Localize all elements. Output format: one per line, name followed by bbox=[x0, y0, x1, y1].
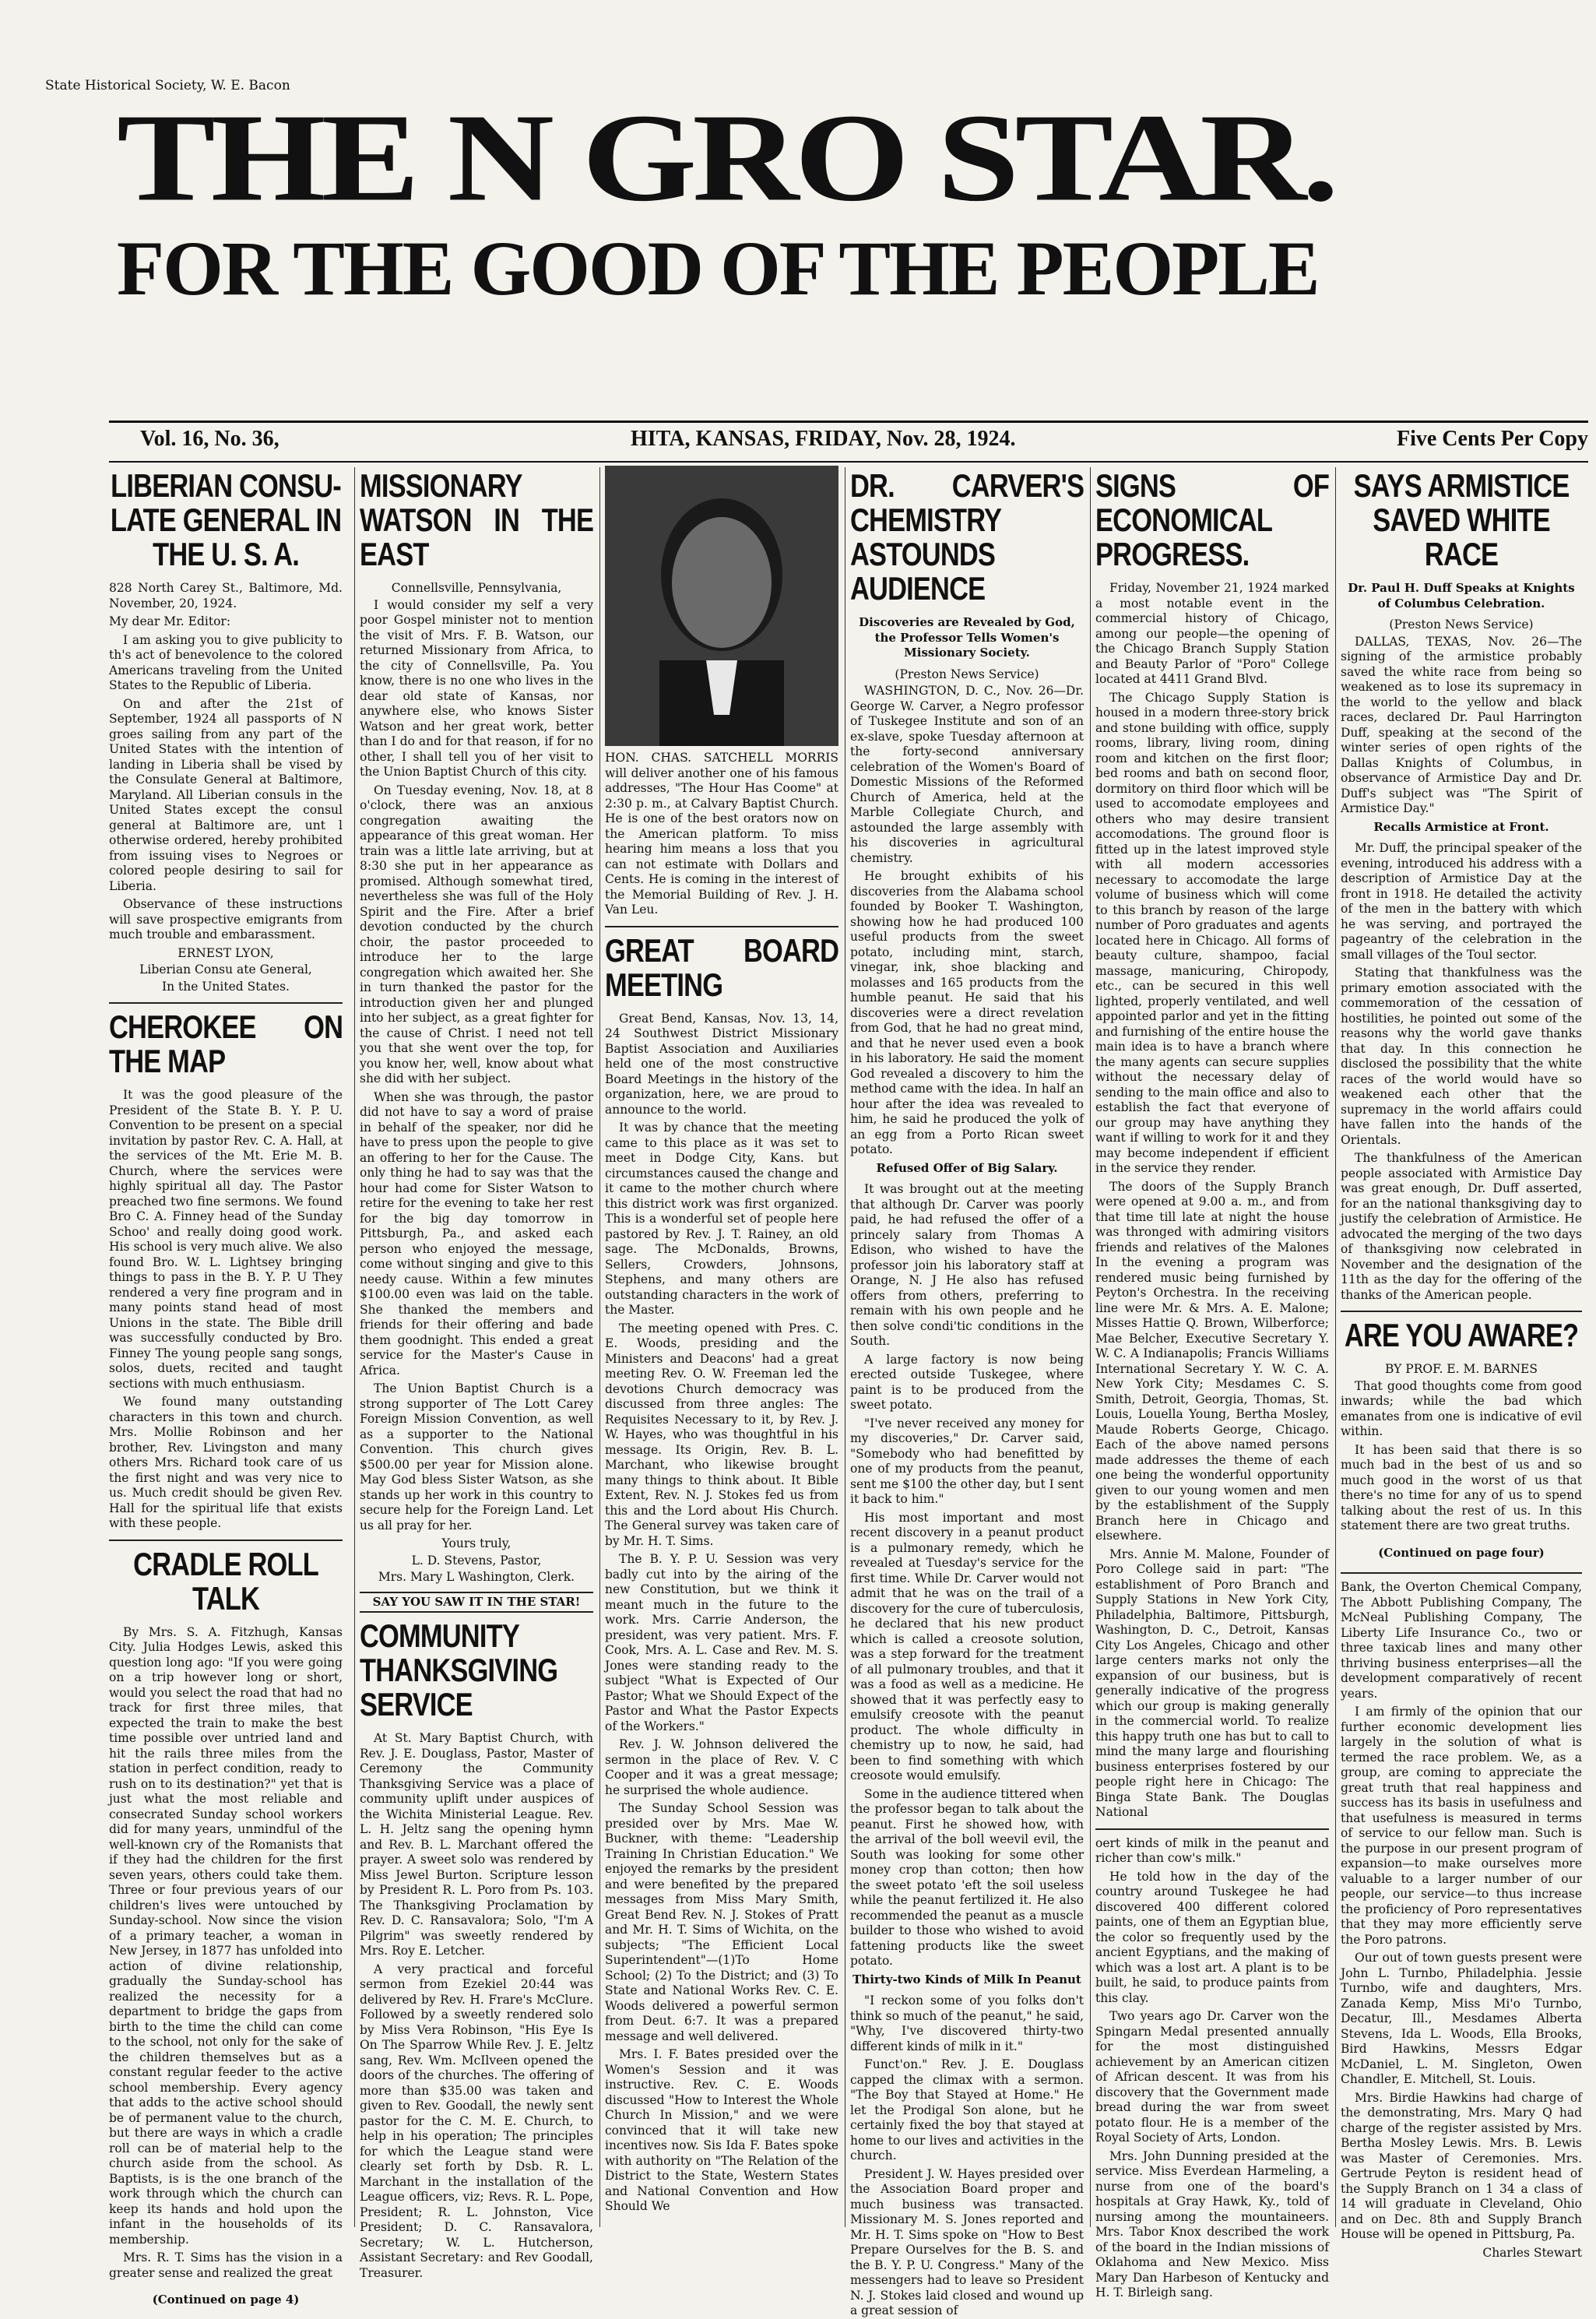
column-5 bbox=[1095, 466, 1330, 2300]
divider bbox=[109, 1540, 343, 1541]
volume-number: Vol. 16, No. 36, bbox=[140, 427, 279, 451]
column-rule bbox=[1090, 467, 1091, 2227]
signature: Charles Stewart bbox=[1482, 2245, 1582, 2260]
headline-aware: ARE YOU AWARE? bbox=[1344, 1317, 1579, 1353]
column-4 bbox=[850, 466, 1085, 2317]
headline-cradle-roll: CRADLE ROLL TALK bbox=[133, 1545, 318, 1617]
column-rule bbox=[599, 467, 600, 2227]
paragraph: Rev. J. W. Johnson delivered the sermon in the place of Rev. V. C Cooper and it was a great message; he surprised the whole audience. bbox=[605, 1737, 838, 1797]
paragraph: He brought exhibits of his discoveries from the Alabama school founded by Booker T. Washington, showing how he had produced 100 useful products from the sweet potato, including mint, starch, vinegar, ink, shoe blacking and molasses and 165 products from the humble peanut. He said that his discoveries were a direct revelation from God, that he had no great mind, and that he never used even a book in his laboratory. He said the moment God revealed a discovery to him the method came with the idea. In half an hour after the idea was revealed to him, he said he produced the yolk of an egg from a Porto Rican sweet potato. bbox=[850, 869, 1084, 1156]
paragraph: Mrs. Birdie Hawkins had charge of the demonstrating, Mrs. Mary Q had charge of the register assisted by Mrs. Bertha Mosley Lewis. Mrs. B. Lewis was Master of Ceremonies. Mrs. Gertrude Peyton is resident head of the Supply Branch on 1 34 a class of 14 will graduate in Cleveland, Ohio and on Dec. 8th and Supply Branch House will be opened in Pittsburg, Pa. bbox=[1341, 2090, 1582, 2241]
archive-credit: State Historical Society, W. E. Bacon bbox=[45, 78, 290, 93]
paragraph: The meeting opened with Pres. C. E. Woods, presiding and the Ministers and Deacons' had a great meeting Rev. O. W. Freeman led the devotions Church democracy was discussed from three angles: The Requisites Necessary to it, by Rev. J. W. Hayes, who was thoughtful in his message. Its Origin, Rev. B. L. Marchant, who likewise brought many things to think about. It Bible Extent, Rev. N. J. Stokes fed us from this and the Lord about His Church. The General survey was taken care of by Mr. H. T. Sims. bbox=[605, 1321, 838, 1548]
headline-board-meeting: GREAT BOARD MEETING bbox=[605, 931, 839, 1003]
paragraph: Stating that thankfulness was the primary emotion associated with the commemoration of the cessation of hostilities, he pointed out some of the reasons why the world gave thanks that day. In this connection he disclosed the possibility that the white races of the world would have so weakened each other that the supremacy in the world affairs could have fallen into the hands of the Orientals. bbox=[1341, 966, 1582, 1147]
paragraph: (Preston News Service) bbox=[1389, 618, 1534, 632]
headline-liberian: LIBERIAN CONSU-LATE GENERAL IN THE U. S. A. bbox=[110, 467, 342, 572]
paragraph: Friday, November 21, 1924 marked a most notable event in the commercial history of Chicago, among our people—the opening of the Chicago Branch Supply Station and Beauty Parlor of "Poro" College located at 4411 Grand Blvd. bbox=[1095, 581, 1329, 686]
paragraph: Mrs. R. T. Sims has the vision in a greater sense and realized the great bbox=[109, 2250, 343, 2280]
paragraph: I am asking you to give publicity to th's act of benevolence to the colored Americans traveling from the United States to the Republic of Liberia. bbox=[109, 632, 343, 692]
divider bbox=[605, 926, 838, 927]
paragraph: Mrs. John Dunning presided at the service. Miss Everdean Harmeling, a nurse from one of the board's hospitals at Gray Hawk, Ky., told of nursing among the mountaineers. Mrs. Tabor Knox described the work of the board in the Indian missions of Oklahoma and New Mexico. Miss Mary Dan Harbeson of Kentucky and H. T. Birleigh sang. bbox=[1095, 2148, 1329, 2300]
paragraph: 828 North Carey St., Baltimore, Md. November, 20, 1924. bbox=[109, 581, 343, 611]
paragraph: The doors of the Supply Branch were opened at 9.00 a. m., and from that time till late at night the house was thronged with admiring visitors friends and relatives of the Malones In the evening a program was rendered music being furnished by Peyton's Orchestra. In the receiving line were Mr. & Mrs. A. E. Malone; Misses Hattie Q. Brown, Wilberforce; Mae Belcher, Executive Secretary Y. W. C. A Indianapolis; Francis Williams International Secretary Y. W. C. A. New York City; Mesdames C. S. Smith, Detroit, Georgia, Thomas, St. Louis, Louella Young, Bertha Mosley, Maude Roberts George, Chicago. Each of the above named persons made addresses the theme of each one being the wonderful opportunity given to our young women and men by the establishment of the Supply Branch here in Chicago and elsewhere. bbox=[1095, 1179, 1329, 1543]
subheadline: Refused Offer of Big Salary. bbox=[876, 1160, 1058, 1175]
paragraph: President J. W. Hayes presided over the Association Board proper and much business was transacted. Missionary M. S. Jones reported and Mr. H. T. Sims spoke on "How to Best Prepare Ourselves for the B. S. and the B. Y. P. U. Congress." Many of the messengers had to leave so President N. J. Stokes laid closed and wound up a great session of bbox=[850, 2166, 1084, 2317]
signature: ERNEST LYON, bbox=[178, 945, 274, 960]
paragraph: "I've never received any money for my discoveries," Dr. Carver said, "Somebody who had benefitted by one of my products from the peanut, sent me $100 the other day, but I sent it back to him." bbox=[850, 1416, 1084, 1506]
paragraph: Mrs. I. F. Bates presided over the Women's Session and it was instructive. Rev. C. E. Woods discussed "How to Interest the Whole Church In Mission," and we were convinced that it will take new incentives now. Sis Ida F. Bates spoke with authority on "The Relation of the District to the State, Western States and National Convention and How Should We bbox=[605, 2047, 838, 2213]
byline: BY PROF. E. M. BARNES bbox=[1385, 1362, 1538, 1376]
paragraph: I would consider my self a very poor Gospel minister not to mention the visit of Mrs. F. B. Watson, our returned Missionary from Africa, to the city of Connellsville, Pa. You know, there is no one who lives in the dear old state of Kansas, nor anywhere else, who knows Sister Watson and her great work, better than I do and for that reason, if for no other, I shall tell you of her visit to the Union Baptist Church of this city. bbox=[360, 597, 593, 779]
price: Five Cents Per Copy bbox=[1397, 427, 1588, 451]
paragraph: "I reckon some of you folks don't think so much of the peanut," he said, "Why, I've discovered thirty-two different kinds of milk in it." bbox=[850, 1993, 1084, 2053]
paragraph: The thankfulness of the American people associated with Armistice Day was great enough, Dr. Duff asserted, for an the national thanksgiving day to justify the celebration of Armistice. He advocated the merging of the two days of thanksgiving now celebrated in November and the designation of the 11th as the day for the offering of the thanks of the American people. bbox=[1341, 1151, 1582, 1302]
headline-cherokee: CHEROKEE ON THE MAP bbox=[109, 1008, 343, 1079]
paragraph: Bank, the Overton Chemical Company, The Abbott Publishing Company, The McNeal Publishing Company, The Liberty Life Insurance Co., two or three taxicab lines and many other thriving business enterprises—all the development comparatively of recent years. bbox=[1341, 1580, 1582, 1701]
divider bbox=[109, 1002, 343, 1004]
signature: In the United States. bbox=[162, 979, 290, 994]
divider bbox=[1341, 1311, 1582, 1312]
portrait-image bbox=[605, 466, 838, 746]
masthead-rule bbox=[109, 421, 1588, 423]
signature: L. D. Stevens, Pastor, bbox=[411, 1553, 542, 1568]
column-rule bbox=[1335, 467, 1336, 2227]
paragraph: Connellsville, Pennsylvania, bbox=[391, 581, 562, 595]
continued-note: (Continued on page 4) bbox=[152, 2293, 300, 2307]
headline-signs: SIGNS OF ECONOMICAL PROGRESS. bbox=[1095, 467, 1330, 572]
subheadline: Discoveries are Revealed by God, the Professor Tells Women's Missionary Society. bbox=[859, 615, 1075, 660]
column-2 bbox=[360, 466, 594, 2280]
paragraph: It was brought out at the meeting that although Dr. Carver was poorly paid, he had refused the offer of a princely salary from Thomas A Edison, who wished to have the professor join his laboratory staff at Orange, N. J He also has refused offers from others, preferring to remain with his own people and he then solve condi'tic conditions in the South. bbox=[850, 1182, 1084, 1348]
column-rule bbox=[354, 467, 355, 2227]
paragraph: The Sunday School Session was presided over by Mrs. Mae W. Buckner, with theme: "Leadership Training In Christian Education." We enjoyed the remarks by the president and were benefited by the prepared messages from Miss Mary Smith, Great Bend Rev. N. J. Stokes of Pratt and Mr. H. T. Sims of Wichita, on the subjects; "The Efficient Local Superintendent"—(1)To Home School; (2) To the District; and (3) To State and National Works Rev. C. E. Woods delivered a powerful sermon from Deut. 6:7. It was a prepared message and well delivered. bbox=[605, 1801, 838, 2043]
subheadline: Thirty-two Kinds of Milk In Peanut bbox=[852, 1972, 1081, 1986]
headline-carver: DR. CARVER'S CHEMISTRY ASTOUNDS AUDIENCE bbox=[850, 467, 1085, 607]
paragraph: A very practical and forceful sermon from Ezekiel 20:44 was delivered by Rev. H. Frare's McClure. Followed by a sweetly rendered solo by Miss Vera Robinson, "His Eye Is On The Sparrow While Rev. J. E. Jeltz sang, Rev. Wm. McIlveen opened the doors of the churches. The offering of more than $35.00 was taken and given to Rev. Goodall, the newly sent pastor for the C. M. E. Church, to help in his operation; The principles for which the League stand were clearly set forth by Dsb. R. L. Marchant in the installation of the League officers, viz; Revs. R. L. Pope, President; R. L. Johnston, Vice President; D. C. Ransavalora, Secretary; W. L. Hutcherson, Assistant Secretary: and Rev Goodall, Treasurer. bbox=[360, 1962, 593, 2280]
masthead-subtitle: FOR THE GOOD OF THE PEOPLE bbox=[117, 225, 1319, 311]
divider bbox=[1341, 1572, 1582, 1574]
place-date: HITA, KANSAS, FRIDAY, Nov. 28, 1924. bbox=[631, 427, 1016, 451]
column-6 bbox=[1341, 466, 1582, 2260]
subheadline: Dr. Paul H. Duff Speaks at Knights of Columbus Celebration. bbox=[1348, 581, 1575, 611]
paragraph: His most important and most recent discovery in a peanut product is a pulmonary remedy, which he revealed at Tuesday's service for the first time. While Dr. Carver would not admit that he was on the trail of a discovery for the cure of tuberculosis, he declared that his new product which is called a creosote solution, was a step forward for the treatment of all pulmonary troubles, and that it was a food as well as a medicine. He showed that it was perfectly easy to emulsify creosote with the peanut product. The whole difficulty in chemistry up to now, he said, had been to find something with which creosote would emulsify. bbox=[850, 1510, 1084, 1782]
say-you-saw-banner: SAY YOU SAW IT IN THE STAR! bbox=[360, 1592, 593, 1613]
photo-caption: HON. CHAS. SATCHELL MORRIS will deliver another one of his famous addresses, "The Hour Has Coome" at 2:30 p. m., at Calvary Baptist Church. He is one of the best orators now on the American platform. To miss hearing him means a loss that you can not estimate with Dollars and Cents. He is coming in the interest of the Memorial Building of Rev. J. H. Van Leu. bbox=[605, 751, 838, 917]
paragraph: I am firmly of the opinion that our further economic development lies largely in the solution of what is termed the race problem. We, as a group, are coming to appreciate the great truth that real happiness and success has its basis in usefulness and that usefulness is measured in terms of service to our fellow man. Such is the purpose in our present program of expansion—to make ourselves more valuable to a larger number of our people, our service—to thus increase the proficiency of Poro representatives that they may more efficiently serve the Poro patrons. bbox=[1341, 1705, 1582, 1947]
paragraph: Our out of town guests present were John L. Turnbo, Philadelphia. Jessie Turnbo, wife and daughters, Mrs. Zanada Kemp, Miss Mi'o Turnbo, Decatur, Ill., Mesdames Alberta Stevens, Ida L. Woods, Ella Brooks, Bird Hawkins, Messrs Edgar McDaniel, L. M. Singleton, Owen Chandler, E. Mitchell, St. Louis. bbox=[1341, 1951, 1582, 2086]
masthead-title: THE N GRO STAR. bbox=[117, 88, 1334, 228]
paragraph: By Mrs. S. A. Fitzhugh, Kansas City. Julia Hodges Lewis, asked this question long ago: "If you were going on a trip however long or short, would you select the road that had no track for first three miles, that expected the train to make the best time possible over untried land and hit the rails three miles from the station in perfect condition, ready to rush on to its destination?" yet that is just what the most reliable and consecrated Sunday school workers did for many years, unmindful of the well-known cry of the Romanists that if they had the children for the first seven years, others could take them. Three or four previous years of our children's lives were untouched by Sunday-school. Now since the vision of a primary teacher, a woman in New Jersey, in 1877 has unfolded into action of divine relationship, gradually the Sunday-school has realized the necessity for a department to bridge the gaps from birth to the time the child can come to the school, not only for the sake of the children themselves but as a constant regular feeder to the active school membership. Every agency that adds to the active school should be of permanent value to the church, but there are ways in which a cradle roll can be of material help to the church aside from the school. As Baptists, is is the one branch of the work through which the church can keep its hands and hold upon the infant in the households of its membership. bbox=[109, 1624, 343, 2247]
paragraph: The Union Baptist Church is a strong supporter of The Lott Carey Foreign Mission Convention, as well as a supporter to the National Convention. This church gives $500.00 per year for Mission alone. May God bless Sister Watson, as she stands up her work in this country to secure help for the Foreign Land. Let us all pray for her. bbox=[360, 1381, 593, 1533]
paragraph: DALLAS, TEXAS, Nov. 26—The signing of the armistice probably saved the white race from being so weakened as to lose its supremacy in the world to the yellow and black races, declared Dr. Paul Harrington Duff, speaking at the second of the winter series of open rights of the Dallas Knights of Columbus, in observance of Armistice Day and Dr. Duff's subject was "The Spirit of Armistice Day." bbox=[1341, 634, 1582, 815]
paragraph: Mrs. Annie M. Malone, Founder of Poro College said in part: "The establishment of Poro Branch and Supply Stations in New York City, Philadelphia, Baltimore, Pittsburgh, Washington, D. C., Detroit, Kansas City Los Angeles, Chicago and other large centers marks not only the expansion of our business, but is generally indicative of the progress which our group is making generally in the commercial world. To realize this happy truth one has but to call to mind the many large and flourishing business enterprises fostered by our people right here in Chicago: The Binga State Bank. The Douglas National bbox=[1095, 1547, 1329, 1819]
paragraph: It has been said that there is so much bad in the best of us and so much good in the worst of us that there's no time for any of us to spend talking about the rest of us. In this statement there are two great truths. bbox=[1341, 1442, 1582, 1533]
continued-note: (Continued on page four) bbox=[1378, 1545, 1545, 1560]
paragraph: oert kinds of milk in the peanut and richer than cow's milk." bbox=[1095, 1835, 1329, 1865]
column-3 bbox=[605, 466, 838, 2233]
paragraph: Observance of these instructions will save prospective emigrants from much trouble and embarassment. bbox=[109, 897, 343, 941]
portrait-photo bbox=[605, 466, 838, 746]
paragraph: Mr. Duff, the principal speaker of the evening, introduced his address with a description of Armistice Day at the front in 1918. He detailed the activity of the men in the battery with which he was serving, and portrayed the pageantry of the celebration in the small villages of the Toul sector. bbox=[1341, 841, 1582, 962]
dateline bbox=[109, 427, 1588, 458]
divider bbox=[1095, 1828, 1329, 1830]
paragraph: Two years ago Dr. Carver won the Spingarn Medal presented annually for the most distinguished achievement by an American citizen of African descent. It was from his discovery that the Government made bread during the war from sweet potato flour. He is a member of the Royal Society of Arts, London. bbox=[1095, 2009, 1329, 2145]
paragraph: It was by chance that the meeting came to this place as it was set to meet in Dodge City, Kans. but circumstances caused the change and it came to the mother church where this district work was first organized. This is a wonderful set of people here pastored by Rev. J. T. Rainey, an old sage. The McDonalds, Browns, Sellers, Crowders, Johnsons, Stephens, and many others are outstanding characters in the work of the Master. bbox=[605, 1121, 838, 1317]
signature: Yours truly, bbox=[441, 1536, 511, 1550]
paragraph: The Chicago Supply Station is housed in a modern three-story brick and stone building with office, supply rooms, library, living room, dining room and kitchen on the first floor; bed rooms and bath on second floor, dormitory on third floor which will be used to accomodate employees and others who may desire transient accomodations. The ground floor is fitted up in the latest improved style with all modern accessories necessary to accomodate the large volume of business which will come to this branch by reason of the large number of Poro graduates and agents located here in Chicago. All forms of beauty culture, shampoo, facial massage, manicuring, Chiropody, etc., can be secured in this well lighted, properly ventilated, and well appointed parlor and yet in the fitting and furnishing of the entire house the main idea is to have a branch where the many agents can secure supplies without the necessary delay of sending to the main office and also to establish the fact that everyone of our group may have anything they want if willing to work for it and they may become independent if efficient in the service they render. bbox=[1095, 690, 1329, 1175]
paragraph: On Tuesday evening, Nov. 18, at 8 o'clock, there was an anxious congregation awaiting the appearance of this great woman. Her train was a little late arriving, but at 8:30 she put in her appearance as promised. Although somewhat tired, nevertheless she was full of the Holy Spirit and the Fire. After a brief devotion conducted by the church choir, the pastor proceeded to introduce her to the large congregation which awaited her. She in turn thanked the pastor for the introduction given her and plunged into her subject, as a great fighter for the cause of Christ. I need not tell you that she went over the top, for you know her, well, know about what she did with her subject. bbox=[360, 783, 593, 1086]
subheadline: Recalls Armistice at Front. bbox=[1373, 819, 1549, 834]
paragraph: At St. Mary Baptist Church, with Rev. J. E. Douglass, Pastor, Master of Ceremony the Community Thanksgiving Service was a place of community uplift under auspices of the Wichita Ministerial League. Rev. L. H. Jeltz sang the opening hymn and Rev. B. L. Marchant offered the prayer. A sweet solo was rendered by Miss Jewel Burton. Scripture lesson by President R. L. Poro from Ps. 103. The Thanksgiving Proclamation by Rev. D. C. Ransavalora; Solo, "I'm A Pilgrim" was sweetly rendered by Mrs. Roy E. Letcher. bbox=[360, 1731, 593, 1958]
signature: Liberian Consu ate General, bbox=[139, 962, 312, 977]
paragraph: A large factory is now being erected outside Tuskegee, where paint is to be produced from the sweet potato. bbox=[850, 1352, 1084, 1412]
paragraph: WASHINGTON, D. C., Nov. 26—Dr. George W. Carver, a Negro professor of Tuskegee Institute and son of an ex-slave, spoke Tuesday afternoon at the forty-second anniversary celebration of the Women's Board of Domestic Missions of the Reformed Church of America, held at the Marble Collegiate Church, and astounded the large assembly with his discoveries in agricultural chemistry. bbox=[850, 684, 1084, 865]
paragraph: Funct'on." Rev. J. E. Douglass capped the climax with a sermon. "The Boy that Stayed at Home." He let the Prodigal Son alone, but he certainly fixed the boy that stayed at home to our lives and activities in the church. bbox=[850, 2057, 1084, 2162]
paragraph: It was the good pleasure of the President of the State B. Y. P. U. Convention to be present on a special invitation by pastor Rev. C. A. Hall, at the services of the Mt. Erie M. B. Church, where the services were highly spiritual all day. The Pastor preached two fine sermons. We found Bro C. A. Finney head of the Sunday Schoo' and really doing good work. His school is very much alive. We also found Bro. W. L. Lightsey bringing things to pass in the B. Y. P. U They rendered a very fine program and in many points stand head of most Unions in the state. The Bible drill was successfully conducted by Bro. Finney The young people sang songs, solos, duets, recited and taught sections with much enthusiasm. bbox=[109, 1088, 343, 1391]
headline-armistice: SAYS ARMISTICE SAVED WHITE RACE bbox=[1353, 467, 1570, 572]
paragraph: That good thoughts come from good inwards; while the bad which emanates from one is indicative of evil within. bbox=[1341, 1378, 1582, 1438]
paragraph: Some in the audience tittered when the professor began to talk about the peanut. First he showed how, with the arrival of the boll weevil evil, the South was looking for some other money crop than cotton; then how the sweet potato 'eft the soil useless while the peanut fertilized it. He also recommended the peanut as a muscle builder to those who wished to avoid fattening products like the sweet potato. bbox=[850, 1786, 1084, 1968]
paragraph: My dear Mr. Editor: bbox=[109, 614, 231, 628]
paragraph: The B. Y. P. U. Session was very badly cut into by the airing of the new Constitution, but we think it meant much in the future to the work. Mrs. Carrie Anderson, the president, was very patient. Mrs. F. Cook, Mrs. A. L. Case and Rev. M. S. Jones were standing ready to the subject "What is Expected of Our Pastor; What we Should Expect of the Pastor and What the Pastor Expects of the Workers." bbox=[605, 1552, 838, 1733]
headline-missionary: MISSIONARY WATSON IN THE EAST bbox=[360, 467, 594, 572]
paragraph: He told how in the day of the country around Tuskegee he had discovered 400 different colored paints, one of them an Egyptian blue, the color so frequently used by the ancient Egyptians, and the making of which was a lost art. A plant is to be built, he said, to produce paints from this clay. bbox=[1095, 1869, 1329, 2005]
dateline-rule bbox=[109, 461, 1588, 463]
paragraph: On and after the 21st of September, 1924 all passports of N groes sailing from any part of the United States with the intention of landing in Liberia shall be vised by the Consulate General at Baltimore, Maryland. All Liberian consuls in the United States except the consul general at Baltimore are, unt l otherwise ordered, hereby prohibited from issuing vises to Negroes or colored people desiring to sail for Liberia. bbox=[109, 696, 343, 893]
paragraph: We found many outstanding characters in this town and church. Mrs. Mollie Robinson and her brother, Rev. Livingston and many others Mrs. Richard took care of us the first night and was very nice to us. Much credit should be given Rev. Hall for the spiritual life that exists with these people. bbox=[109, 1395, 343, 1530]
column-1 bbox=[109, 466, 343, 2307]
headline-community: COMMUNITY THANKSGIVING SERVICE bbox=[360, 1617, 558, 1723]
paragraph: (Preston News Service) bbox=[895, 667, 1039, 681]
signature: Mrs. Mary L Washington, Clerk. bbox=[378, 1570, 575, 1584]
paragraph: When she was through, the pastor did not have to say a word of praise in behalf of the speaker, nor did he have to press upon the people to give an offering to her for the Cause. The only thing he had to say was that the hour had come for Sister Watson to retire for the evening to take her rest for the big day tomorrow in Pittsburgh, Pa., and asked each person who enjoyed the message, come without singing and give to this needy cause. Within a few minutes $100.00 even was laid on the table. She thanked the members and friends for their offering and bade them goodnight. This ended a great service for the Master's Cause in Africa. bbox=[360, 1089, 593, 1378]
paragraph: Great Bend, Kansas, Nov. 13, 14, 24 Southwest District Missionary Baptist Association and Auxiliaries held one of the most constructive Board Meetings in the history of the organization, here, we are proud to announce to the world. bbox=[605, 1011, 838, 1117]
